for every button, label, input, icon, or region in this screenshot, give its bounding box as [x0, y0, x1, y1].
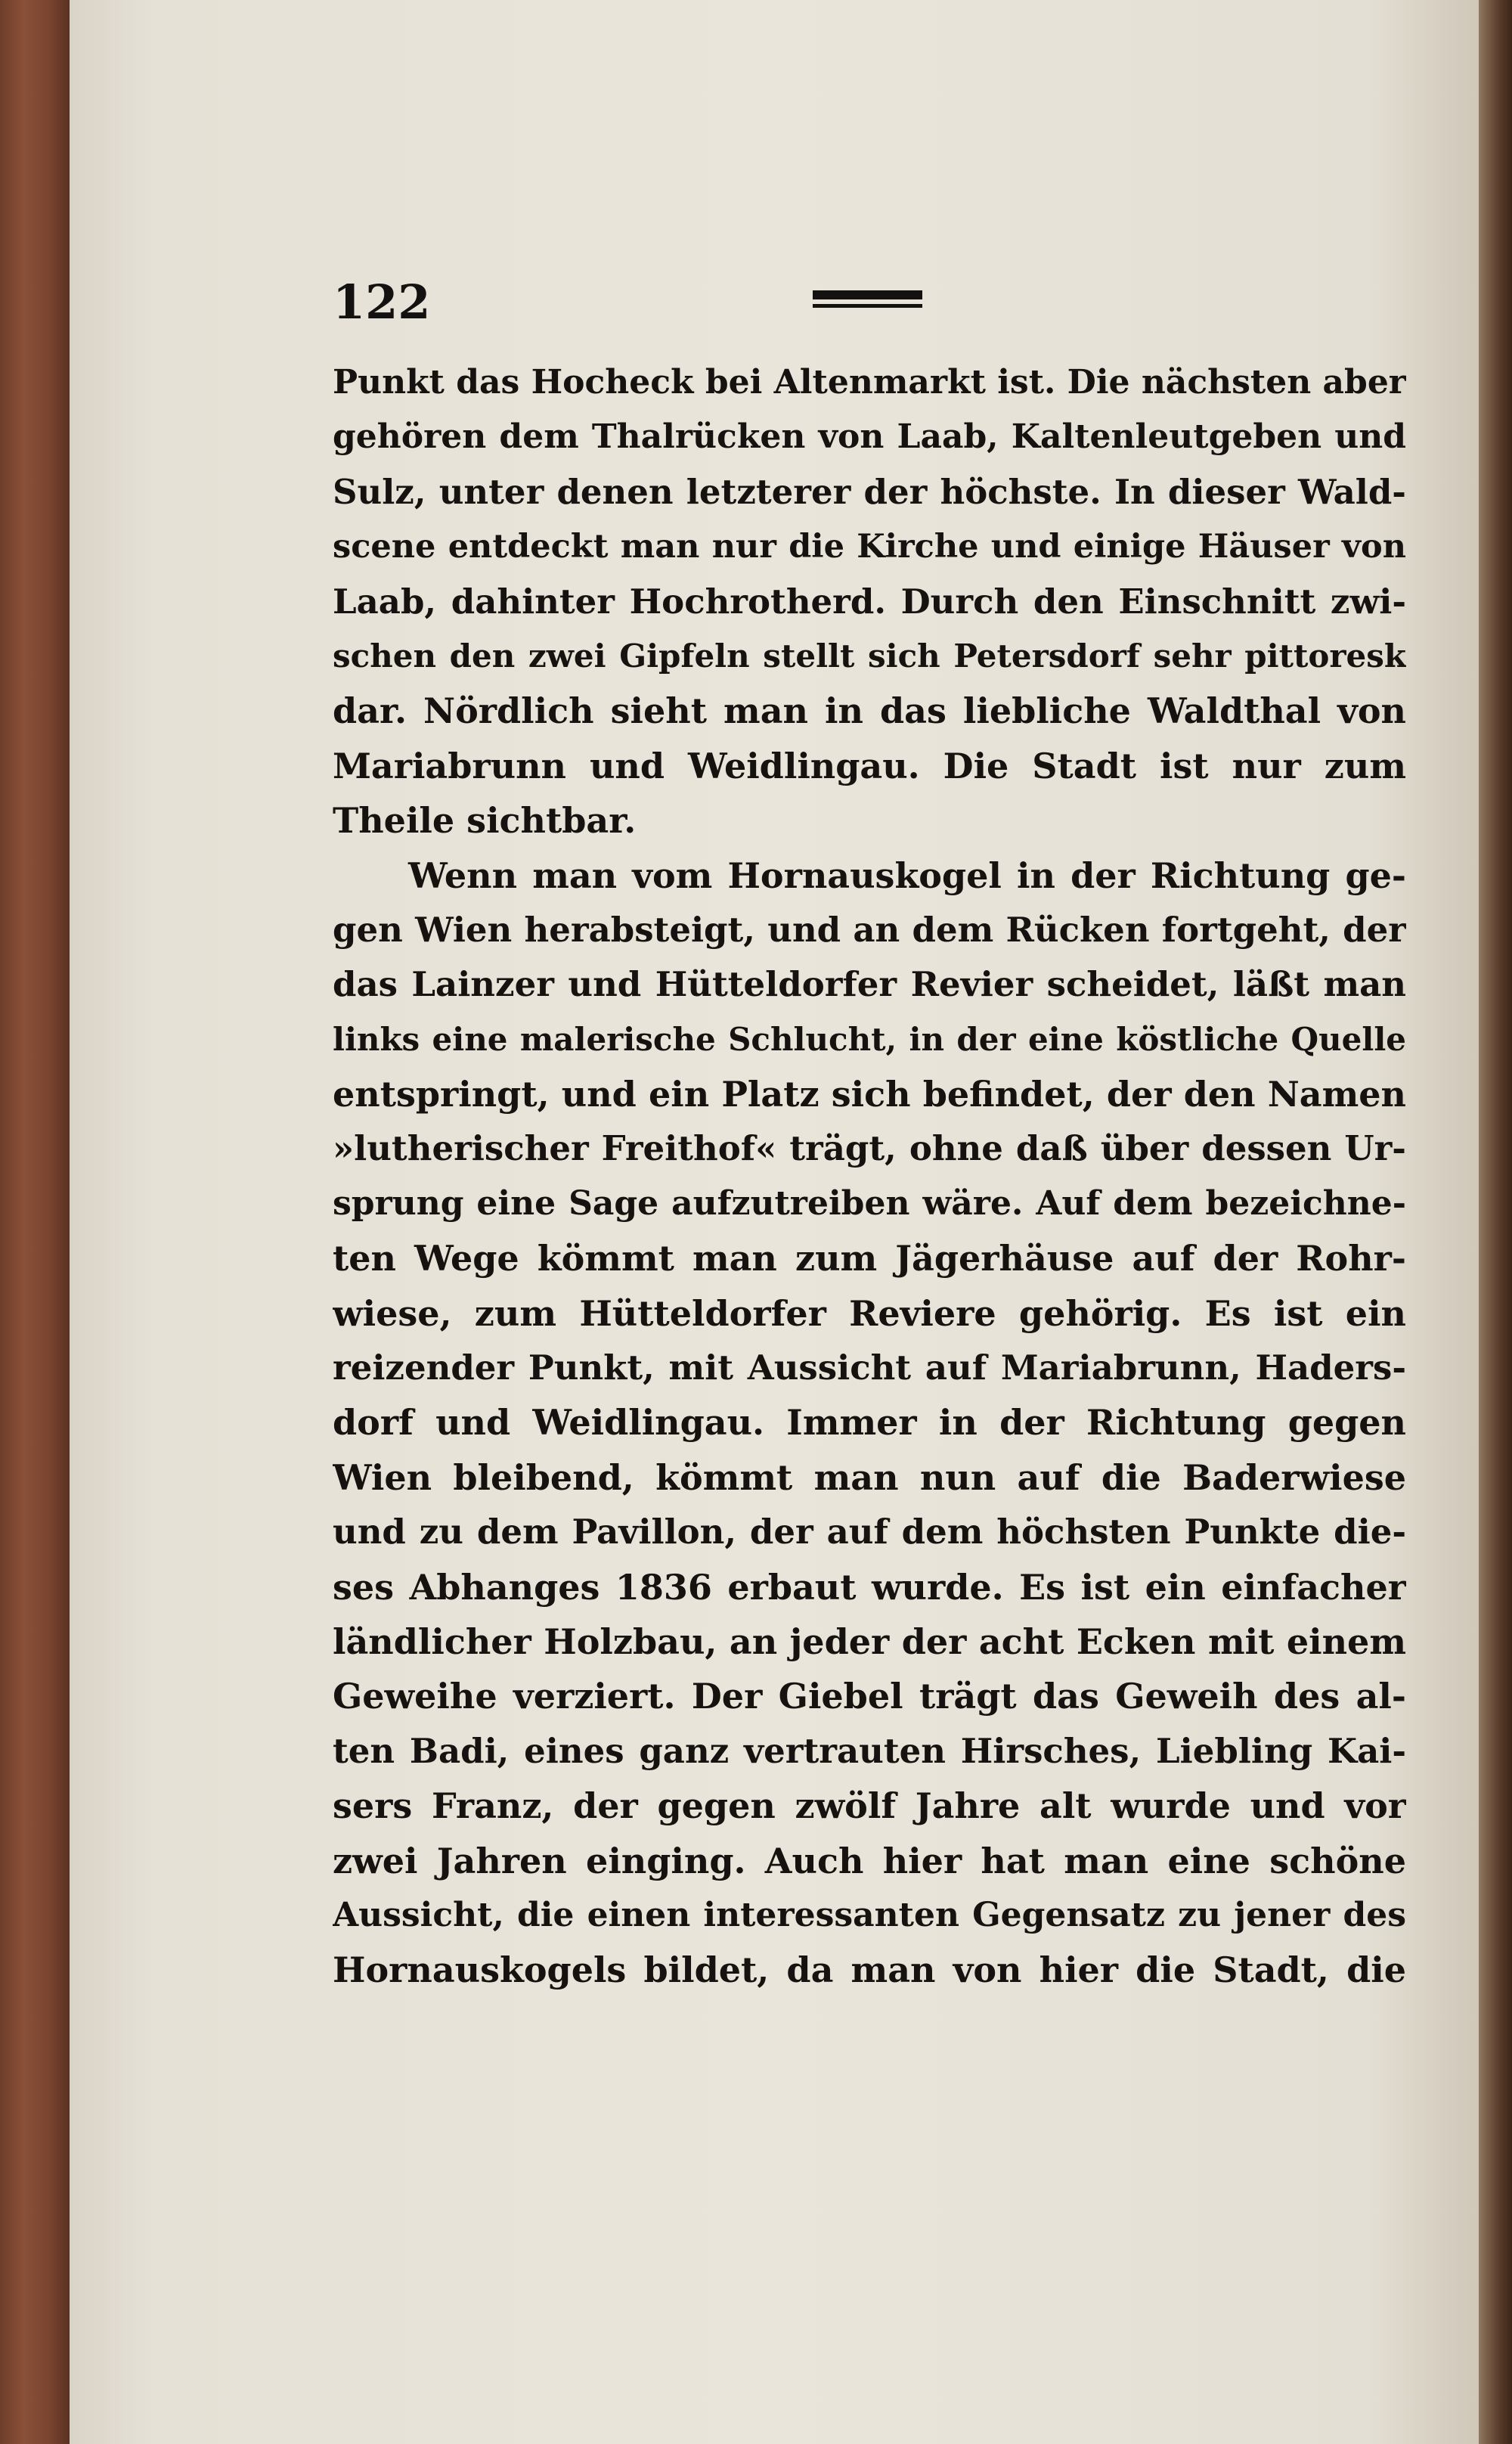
text-line: scene entdeckt man nur die Kirche und einige Häuser von [333, 528, 1406, 566]
text-line: dar. Nördlich sieht man in das liebliche Waldthal von [333, 690, 1406, 732]
text-line: links eine malerische Schlucht, in der eine köstliche Quelle [333, 1020, 1406, 1058]
page-header [333, 272, 1414, 333]
text-line: dorf und Weidlingau. Immer in der Richtung gegen [333, 1402, 1406, 1444]
text-line: das Lainzer und Hütteldorfer Revier scheidet, läßt man [333, 964, 1406, 1005]
text-line: entspringt, und ein Platz sich befindet, der den Namen [333, 1074, 1406, 1115]
text-line: schen den zwei Gipfeln stellt sich Petersdorf sehr pittoresk [333, 637, 1406, 675]
text-line: ten Badi, eines ganz vertrauten Hirsches, Liebling Kai- [333, 1730, 1406, 1771]
page-right-edge [1479, 0, 1512, 2444]
text-line: Sulz, unter denen letzterer der höchste. In dieser Wald- [333, 471, 1406, 512]
text-line: Wien bleibend, kömmt man nun auf die Baderwiese [333, 1456, 1406, 1498]
text-line: »lutherischer Freithof« trägt, ohne daß über dessen Ur- [333, 1128, 1406, 1169]
text-line: Wenn man vom Hornauskogel in der Richtung ge- [408, 854, 1406, 896]
text-line: ten Wege kömmt man zum Jägerhäuse auf der Rohr- [333, 1238, 1406, 1279]
text-line: ländlicher Holzbau, an jeder der acht Ecken mit einem [333, 1621, 1406, 1662]
text-line: gehören dem Thalrücken von Laab, Kaltenleutgeben und [333, 417, 1406, 457]
body-text [333, 355, 1406, 1998]
text-line: gen Wien herabsteigt, und an dem Rücken fortgeht, der [333, 909, 1406, 950]
text-line: Laab, dahinter Hochrotherd. Durch den Einschnitt zwi- [333, 581, 1406, 622]
text-line: Theile sichtbar. [333, 800, 637, 842]
header-ornament-rule [813, 290, 922, 313]
text-line: zwei Jahren einging. Auch hier hat man eine schöne [333, 1840, 1406, 1881]
text-line: reizender Punkt, mit Aussicht auf Mariabrunn, Haders- [333, 1348, 1406, 1388]
text-line: Mariabrunn und Weidlingau. Die Stadt ist nur zum [333, 745, 1406, 786]
book-cover-edge [0, 0, 70, 2444]
text-line: und zu dem Pavillon, der auf dem höchsten Punkte die- [333, 1512, 1406, 1552]
text-line: Hornauskogels bildet, da man von hier die Stadt, die [333, 1949, 1406, 1991]
text-line: Aussicht, die einen interessanten Gegensatz zu jener des [333, 1895, 1406, 1934]
text-line: wiese, zum Hütteldorfer Reviere gehörig. Es ist ein [333, 1292, 1406, 1334]
text-line: sers Franz, der gegen zwölf Jahre alt wurde und vor [333, 1785, 1406, 1827]
text-line: sprung eine Sage aufzutreiben wäre. Auf dem bezeichne- [333, 1183, 1406, 1223]
page-number: 122 [333, 274, 431, 330]
text-line: Punkt das Hocheck bei Altenmarkt ist. Die nächsten aber [333, 363, 1406, 402]
text-line: Geweihe verziert. Der Giebel trägt das Geweih des al- [333, 1676, 1406, 1717]
text-line: ses Abhanges 1836 erbaut wurde. Es ist ein einfacher [333, 1566, 1406, 1608]
